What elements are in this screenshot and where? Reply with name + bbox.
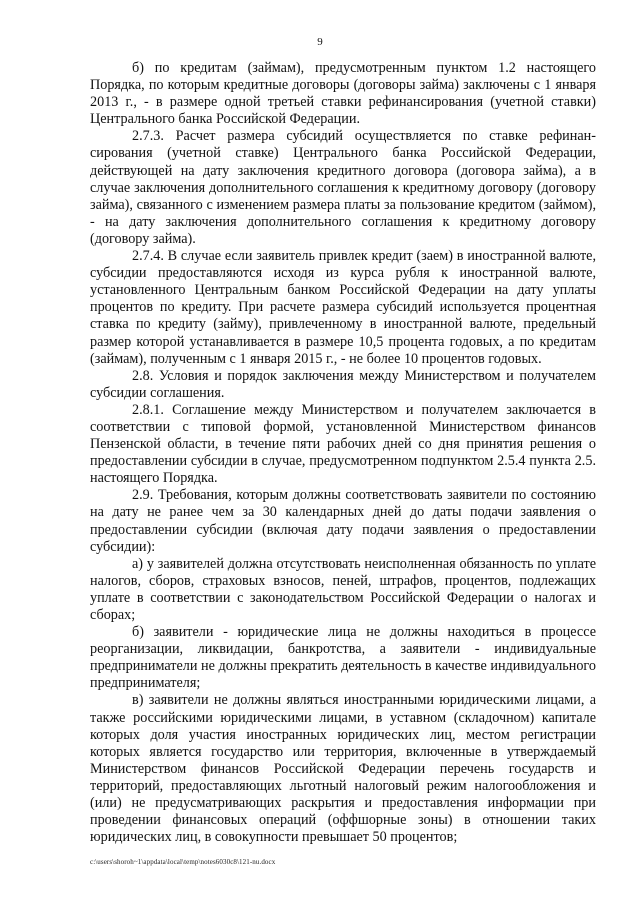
paragraph-2-7-3: 2.7.3. Расчет размера субсидий осуществляется по ставке рефинансирования (учетной ставке) Центрального банка Российской Федерации, действующей на дату заключения кредитного договора (договора займа), а в случае заключения дополнительного соглашения к кредитному договору (договору займа), связанного с изменением размера платы за пользование кредитом (займом), - на дату заключения дополнительного соглашения к кредитному договору (договору займа). [90, 128, 596, 247]
paragraph-2-9-v: в) заявители не должны являться иностранными юридическими лицами, а также российскими юридическими лицами, в уставном (складочном) капитале которых доля участия иностранных юридических лиц, местом регистрации которых является государство или территория, включенные в утверждаемый Министерством финансов Российской Федерации перечень государств и территорий, предоставляющих льготный налоговый режим налогообложения и (или) не предусматривающих раскрытия и предоставления информации при проведении финансовых операций (оффшорные зоны) в отношении таких юридических лиц, в совокупности превышает 50 процентов; [90, 692, 596, 846]
paragraph-2-9: 2.9. Требования, которым должны соответствовать заявители по состоянию на дату не ранее чем за 30 календарных дней до даты подачи заявления о предоставлении субсидии (включая дату подачи заявления о предоставлении субсидии): [90, 487, 596, 555]
footer-file-path: c:\users\shoroh~1\appdata\local\temp\notes6030c8\121-nu.docx [90, 858, 276, 866]
paragraph-b-credits: б) по кредитам (займам), предусмотренным пунктом 1.2 настоящего Порядка, по которым кредитные договоры (договоры займа) заключены с 1 января 2013 г., - в размере одной третьей ставки рефинансирования (учетной ставки) Центрального банка Российской Федерации. [90, 60, 596, 128]
paragraph-2-9-b: б) заявители - юридические лица не должны находиться в процессе реорганизации, ликвидации, банкротства, а заявители - индивидуальные предприниматели не должны прекратить деятельность в качестве индивидуального предпринимателя; [90, 624, 596, 692]
paragraph-2-8: 2.8. Условия и порядок заключения между Министерством и получателем субсидии соглашения. [90, 367, 596, 401]
paragraph-2-9-a: а) у заявителей должна отсутствовать неисполненная обязанность по уплате налогов, сборов, страховых взносов, пеней, штрафов, процентов, подлежащих уплате в соответствии с законодательством Российской Федерации о налогах и сборах; [90, 555, 596, 623]
paragraph-2-8-1: 2.8.1. Соглашение между Министерством и получателем заключается в соответствии с типовой формой, установленной Министерством финансов Пензенской области, в течение пяти рабочих дней со дня принятия решения о предоставлении субсидии в случае, предусмотренном подпунктом 2.5.4 пункта 2.5. настоящего Порядка. [90, 401, 596, 487]
document-body [90, 60, 596, 846]
page-number: 9 [317, 36, 323, 48]
paragraph-2-7-4: 2.7.4. В случае если заявитель привлек кредит (заем) в иностранной валюте, субсидии предоставляются исходя из курса рубля к иностранной валюте, установленного Центральным банком Российской Федерации на дату уплаты процентов по кредиту. При расчете размера субсидий используется процентная ставка по кредиту (займу), привлеченному в иностранной валюте, предельный размер которой устанавливается в размере 10,5 процента годовых, а по кредитам (займам), полученным с 1 января 2015 г., - не более 10 процентов годовых. [90, 248, 596, 367]
